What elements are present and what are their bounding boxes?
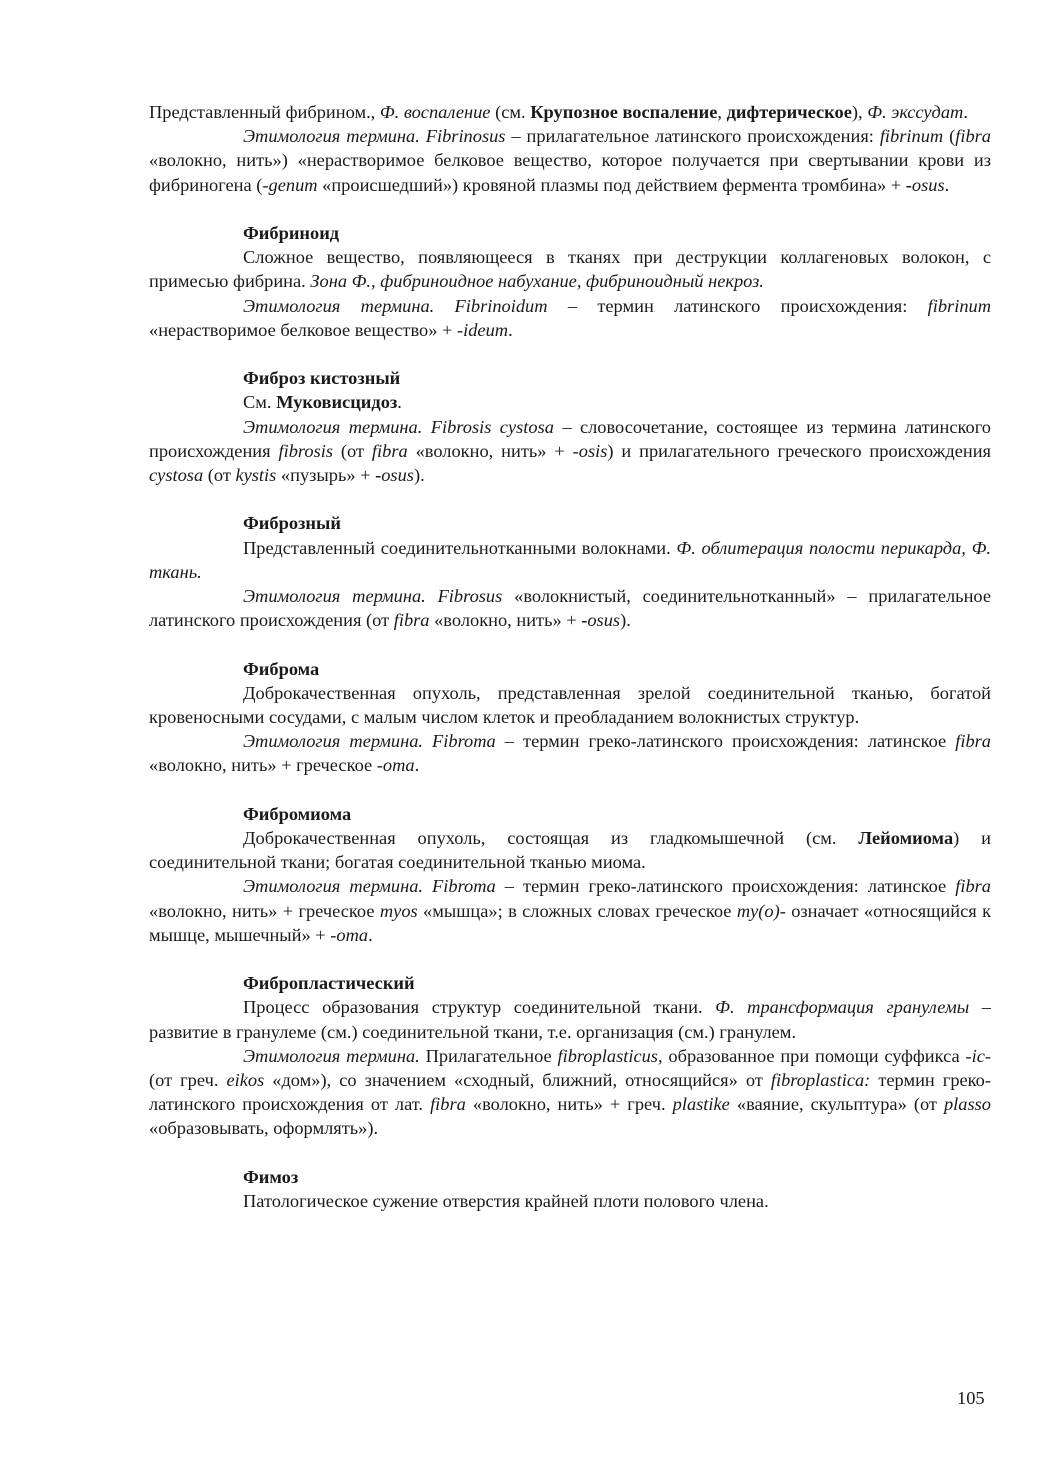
text-segment: - xyxy=(581,610,588,631)
text-segment: Представленный фибрином., xyxy=(149,102,380,122)
text-segment: «дом»), со значением «сходный, ближний, относящийся» от xyxy=(264,1070,771,1091)
dictionary-entry xyxy=(149,366,991,487)
text-segment: -osis xyxy=(572,440,608,461)
dictionary-entry xyxy=(149,802,991,947)
text-segment: Этимология термина. Fibrinoidum xyxy=(243,295,548,316)
text-segment: my(o)- xyxy=(736,900,786,921)
text-segment: термин греко-латинского происхождения от лат. xyxy=(149,1070,991,1115)
dictionary-entry xyxy=(149,100,991,197)
text-segment: -ic- xyxy=(965,1045,991,1066)
text-segment: myos xyxy=(379,900,418,921)
text-segment: ), xyxy=(851,102,868,122)
entry-definition xyxy=(149,536,991,584)
text-segment: «волокно, нить» + xyxy=(407,440,573,461)
text-segment: fibroplasticus xyxy=(557,1045,658,1066)
text-segment: fibrinum xyxy=(927,295,991,316)
entry-definition xyxy=(149,390,991,414)
text-segment: plasso xyxy=(943,1094,991,1115)
text-segment: - xyxy=(905,174,912,195)
text-segment: (от греч. xyxy=(149,1070,227,1091)
text-segment: fibra xyxy=(393,610,430,631)
text-segment: kystis xyxy=(235,465,277,486)
text-segment: «мышца»; в сложных словах греческое xyxy=(417,900,737,921)
text-segment: -ideum xyxy=(457,319,509,340)
entry-definition xyxy=(149,100,991,124)
text-segment: Этимология термина. Fibroma xyxy=(243,731,496,752)
text-segment: Этимология термина. Fibroma xyxy=(243,876,496,897)
dictionary-entry xyxy=(149,657,991,778)
text-segment: «волокно, нить») «нерастворимое белковое вещество, которое получается при свертывании крови из фибриногена ( xyxy=(149,150,991,195)
entry-headword: Фиброзный xyxy=(243,513,341,534)
text-segment: cystosa xyxy=(149,465,204,486)
text-segment: «нерастворимое белковое вещество» + xyxy=(149,319,457,340)
text-segment: дифтерическое xyxy=(726,102,852,122)
text-segment: Ф. трансформация гранулемы xyxy=(715,997,970,1018)
text-segment: Этимология термина. Fibrosus xyxy=(243,586,503,607)
text-segment: . xyxy=(963,102,968,122)
text-segment: -oma xyxy=(330,924,369,945)
entries-list xyxy=(149,100,991,1213)
text-segment: – прилагательное латинского происхождения: xyxy=(505,126,880,147)
text-segment: «волокно, нить» + xyxy=(429,610,582,631)
entry-etymology xyxy=(149,729,991,777)
text-segment: – развитие в гранулеме (см.) соединительной ткани, т.е. организация (см.) гранулем. xyxy=(149,997,991,1042)
entry-definition xyxy=(149,826,991,874)
text-segment: Представленный соединительнотканными волокнами. xyxy=(243,537,677,558)
text-segment: Ф. облитерация полости перикарда, Ф. ткань. xyxy=(149,537,992,582)
text-segment: ( xyxy=(943,126,956,147)
entry-definition xyxy=(149,681,991,729)
text-segment: Патологическое сужение отверстия крайней плоти полового члена. xyxy=(243,1191,769,1212)
text-segment: ). xyxy=(620,610,631,631)
dictionary-entry xyxy=(149,1165,991,1213)
text-segment: Доброкачественная опухоль, представленная зрелой соединительной тканью, богатой кровеносными сосудами, с малым числом клеток и преобладанием волокнистых структур. xyxy=(149,682,991,728)
text-segment: (от xyxy=(203,465,236,486)
text-segment: «пузырь» + xyxy=(276,465,376,486)
text-segment: «волокнистый, соединительнотканный» – прилагательное латинского происхождения (от xyxy=(149,586,991,631)
text-segment: Процесс образования структур соединительной ткани. xyxy=(243,997,716,1018)
text-segment: Лейомиома xyxy=(858,828,954,849)
text-segment: – термин латинского происхождения: xyxy=(547,295,928,316)
text-segment: fibra xyxy=(955,876,991,897)
text-segment: fibroplastica: xyxy=(770,1070,871,1091)
text-segment: . xyxy=(508,319,513,340)
text-segment: «волокно, нить» + греч. xyxy=(465,1094,673,1115)
text-segment: Этимология термина. xyxy=(243,1045,420,1066)
text-segment: Прилагательное xyxy=(419,1045,558,1066)
text-segment: osus xyxy=(911,174,945,195)
entry-headword: Фибромиома xyxy=(243,803,352,824)
dictionary-page xyxy=(149,100,991,1213)
text-segment: fibra xyxy=(955,731,991,752)
text-segment: fibrinum xyxy=(879,126,944,147)
text-segment: (см. xyxy=(490,102,531,122)
text-segment: См. xyxy=(243,392,277,413)
text-segment: Сложное вещество, появляющееся в тканях при деструкции коллагеновых волокон, с примесью фибрина. xyxy=(149,247,991,292)
text-segment: . xyxy=(368,924,373,945)
text-segment: fibra xyxy=(371,440,408,461)
text-segment: (от xyxy=(333,440,372,461)
text-segment: fibra xyxy=(430,1094,466,1115)
text-segment: Крупозное воспаление xyxy=(530,102,718,122)
entry-etymology xyxy=(149,415,991,488)
text-segment: , образованное при помощи суффикса xyxy=(657,1045,966,1066)
text-segment: ) и прилагательного греческого происхождения xyxy=(607,440,992,461)
text-segment: ) и соединительной ткани; богатая соединительной тканью миома. xyxy=(149,828,991,873)
dictionary-entry xyxy=(149,971,991,1140)
text-segment: – термин греко-латинского происхождения: латинское xyxy=(495,876,956,897)
entry-etymology xyxy=(149,584,991,632)
text-segment: Доброкачественная опухоль, состоящая из гладкомышечной (см. xyxy=(243,828,859,849)
text-segment: . xyxy=(944,174,950,195)
text-segment: , xyxy=(717,102,727,122)
text-segment: osus xyxy=(381,465,414,486)
text-segment: Зона Ф., фибриноидное набухание, фибриноидный некроз. xyxy=(310,271,764,292)
text-segment: eikos xyxy=(226,1070,265,1091)
text-segment: plastike xyxy=(672,1094,730,1115)
text-segment: Этимология термина. Fibrosis cystosa xyxy=(243,416,554,437)
entry-definition xyxy=(149,1189,991,1213)
page-number: 105 xyxy=(957,1388,985,1408)
text-segment: . xyxy=(414,755,420,776)
entry-headword: Фимоз xyxy=(243,1166,299,1187)
text-segment: osus xyxy=(587,610,621,631)
text-segment: – словосочетание, состоящее из термина латинского происхождения xyxy=(149,416,991,461)
entry-headword: Фиброма xyxy=(243,658,320,679)
entry-headword: Фибриноид xyxy=(243,223,340,243)
text-segment: «происшедший») кровяной плазмы под действием фермента тромбина» + xyxy=(317,174,906,195)
text-segment: «волокно, нить» + греческое xyxy=(149,900,380,921)
text-segment: . xyxy=(397,392,402,413)
text-segment: - xyxy=(375,465,382,486)
text-segment: -oma xyxy=(376,755,415,776)
text-segment: «волокно, нить» + греческое xyxy=(149,755,377,776)
dictionary-entry xyxy=(149,511,991,632)
text-segment: -genum xyxy=(262,174,318,195)
entry-etymology xyxy=(149,124,991,197)
text-segment: означает «относящийся к мышце, мышечный» + xyxy=(149,900,992,945)
entry-definition xyxy=(149,995,991,1043)
dictionary-entry xyxy=(149,221,991,342)
text-segment: Этимология термина. Fibrinosus xyxy=(243,126,506,147)
entry-definition xyxy=(149,245,991,293)
text-segment: «ваяние, скульптура» (от xyxy=(729,1094,944,1115)
entry-headword: Фибропластический xyxy=(243,973,415,994)
text-segment: fibrosis xyxy=(278,440,334,461)
entry-etymology xyxy=(149,1044,991,1141)
text-segment: Ф. экссудат xyxy=(867,102,964,122)
text-segment: Ф. воспаление xyxy=(379,102,491,122)
text-segment: ). xyxy=(413,465,425,486)
entry-etymology xyxy=(149,874,991,947)
entry-etymology xyxy=(149,294,991,342)
text-segment: «образовывать, оформлять»). xyxy=(149,1118,379,1139)
text-segment: Муковисцидоз xyxy=(276,392,398,413)
text-segment: – термин греко-латинского происхождения: латинское xyxy=(495,731,956,752)
text-segment: fibra xyxy=(955,126,991,147)
entry-headword: Фиброз кистозный xyxy=(243,368,401,389)
